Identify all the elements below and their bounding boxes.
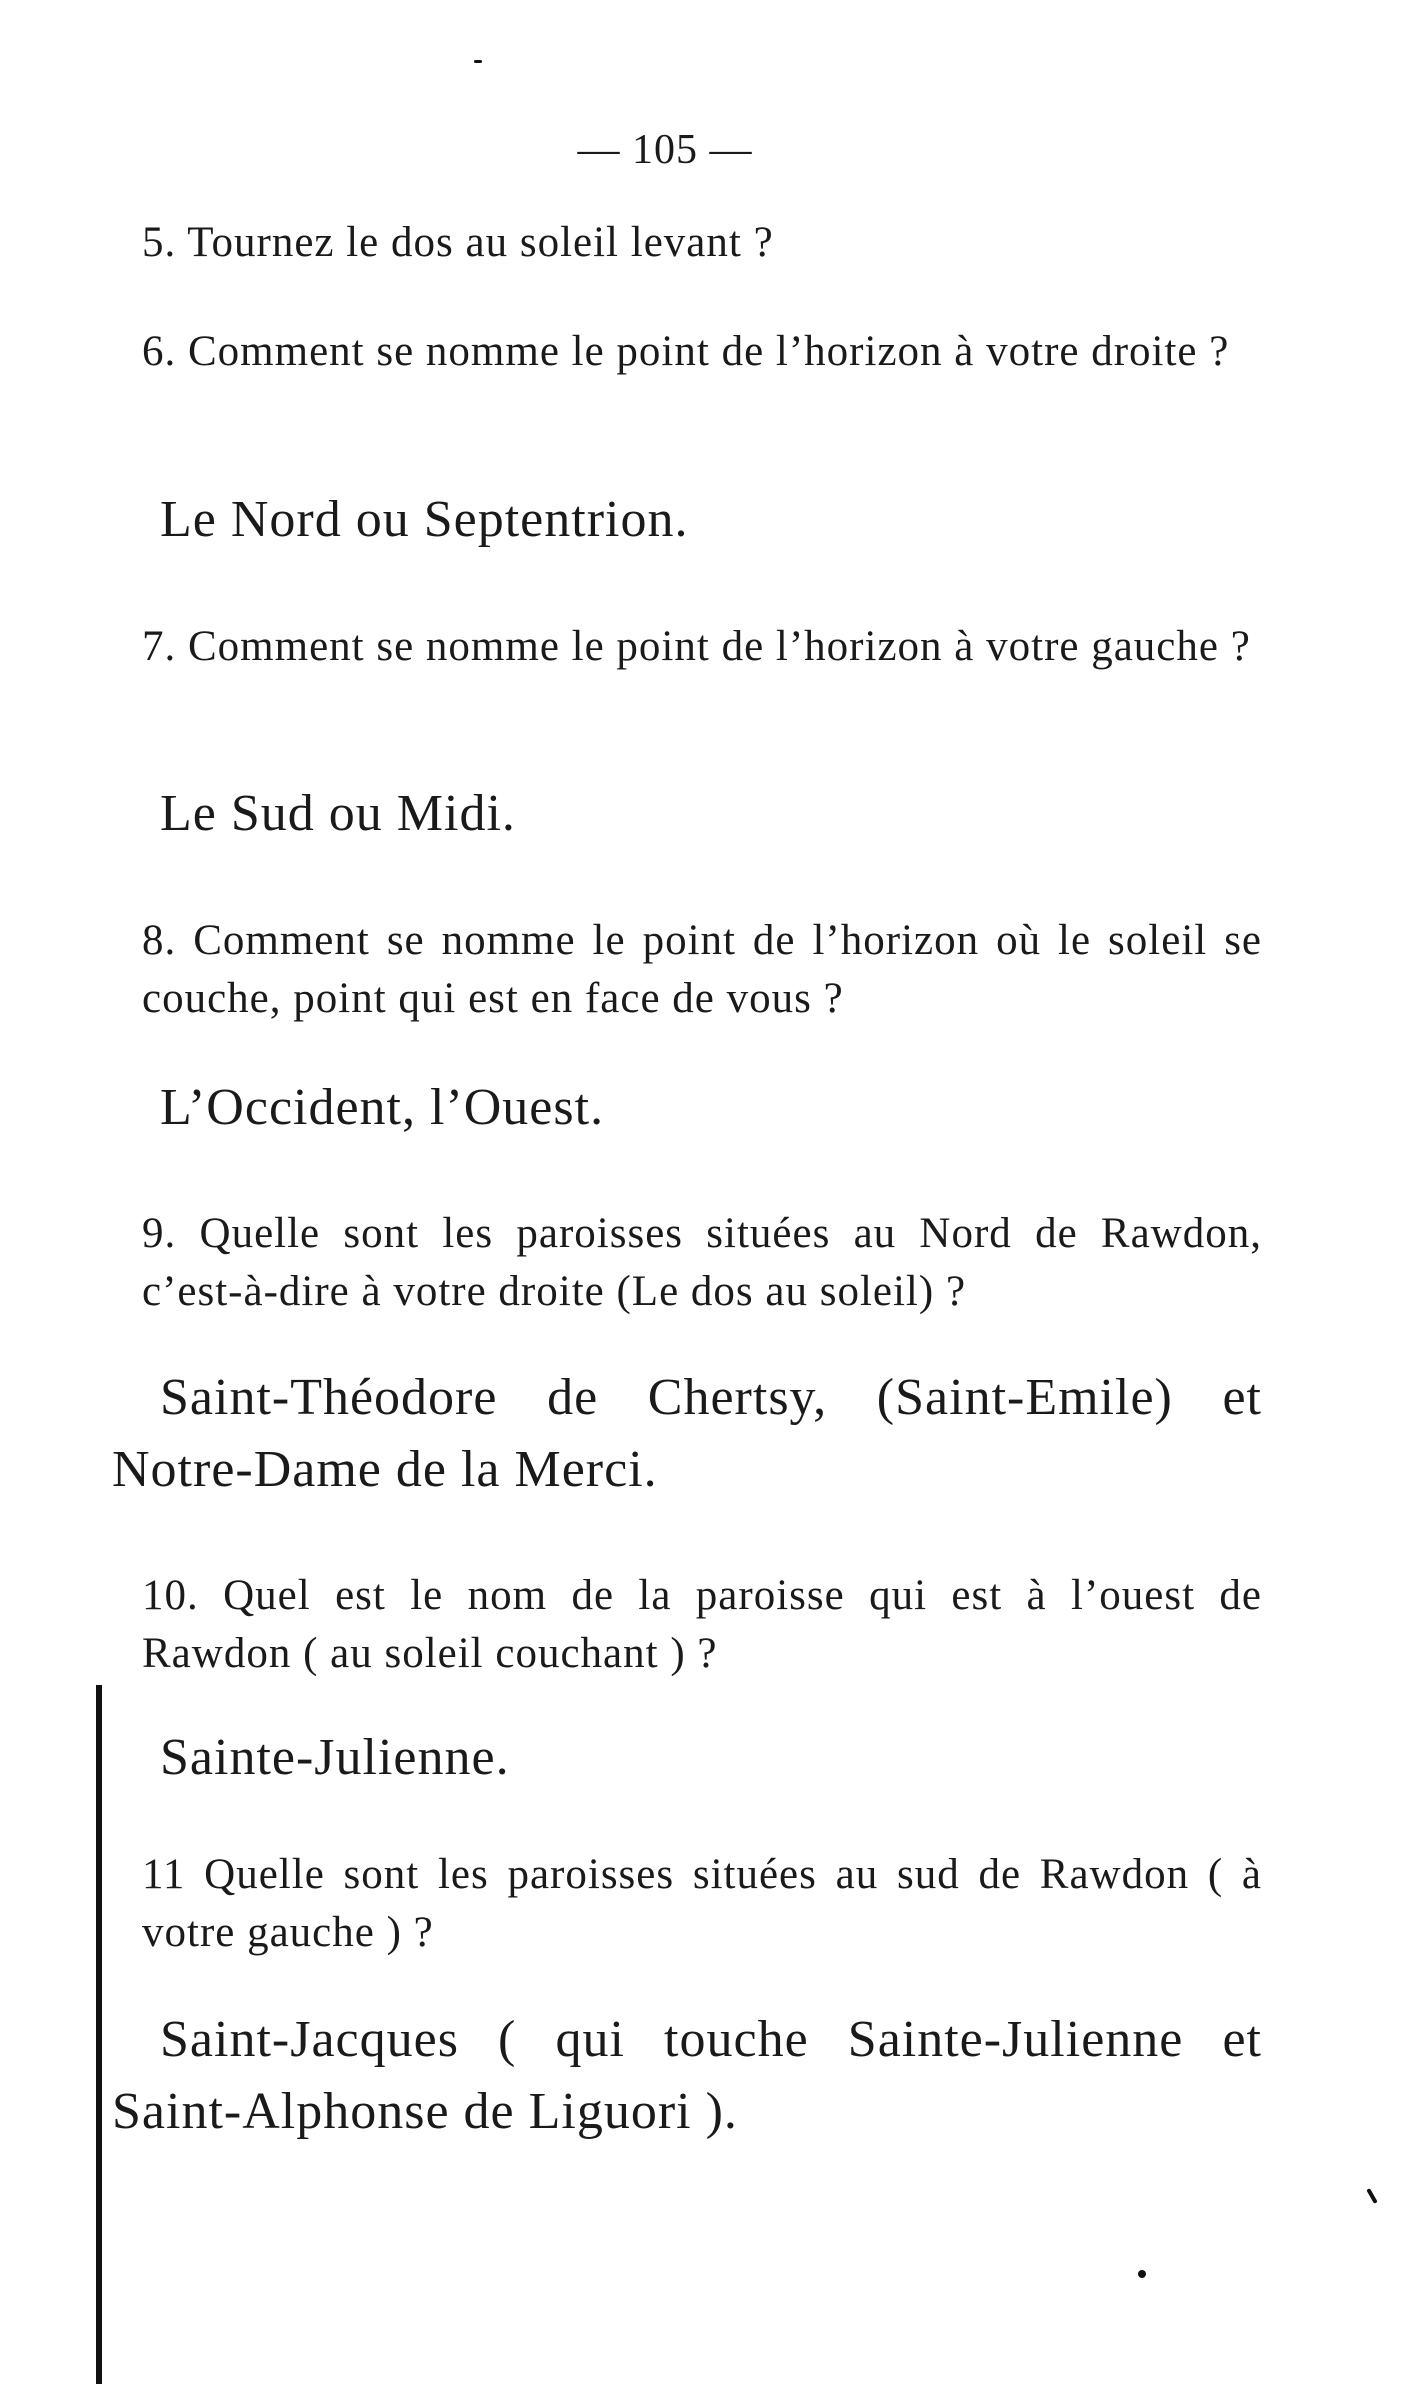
- scan-speck: [1366, 2188, 1377, 2204]
- question-9: [112, 1205, 1262, 1321]
- question-text: Quel est le nom de la paroisse qui est à l’ouest de Rawdon ( au soleil couchant ) ?: [142, 1572, 1262, 1677]
- scan-speck: [1138, 2270, 1146, 2278]
- question-6: [112, 323, 1262, 381]
- question-text: Tournez le dos au soleil levant ?: [187, 219, 774, 266]
- answer-10: Sainte-Julienne.: [160, 1729, 510, 1786]
- question-number: 8.: [142, 917, 177, 964]
- question-number: 10.: [142, 1572, 199, 1619]
- question-text: Quelle sont les paroisses situées au Nord de Rawdon, c’est-à-dire à votre droite (Le dos au soleil) ?: [142, 1210, 1262, 1315]
- question-7: [112, 618, 1262, 676]
- question-11: [112, 1846, 1262, 1962]
- question-text: Comment se nomme le point de l’horizon où le soleil se couche, point qui est en face de vous ?: [142, 917, 1263, 1022]
- margin-rule: [96, 1685, 102, 2384]
- answer-6: Le Nord ou Septentrion.: [160, 491, 689, 548]
- answer-7: Le Sud ou Midi.: [160, 785, 516, 842]
- answer-8: L’Occident, l’Ouest.: [160, 1079, 605, 1136]
- question-text: Quelle sont les paroisses situées au sud de Rawdon ( à votre gauche ) ?: [142, 1851, 1262, 1956]
- answer-9: Saint-Théodore de Chertsy, (Saint-Emile) et Notre-Dame de la Merci.: [112, 1369, 1262, 1498]
- question-8: [112, 912, 1262, 1028]
- answer-11: Saint-Jacques ( qui touche Sainte-Julienne et Saint-Alphonse de Liguori ).: [112, 2011, 1262, 2140]
- question-text: Comment se nomme le point de l’horizon à votre gauche ?: [188, 623, 1251, 670]
- question-number: 5.: [142, 219, 177, 266]
- question-number: 9.: [142, 1210, 177, 1257]
- scan-speck: [474, 60, 482, 63]
- question-text: Comment se nomme le point de l’horizon à votre droite ?: [188, 328, 1230, 375]
- question-10: [112, 1567, 1262, 1683]
- question-5: [112, 214, 1262, 272]
- question-number: 11: [142, 1851, 186, 1898]
- question-number: 6.: [142, 328, 177, 375]
- question-number: 7.: [142, 623, 177, 670]
- page-number: — 105 —: [577, 127, 753, 173]
